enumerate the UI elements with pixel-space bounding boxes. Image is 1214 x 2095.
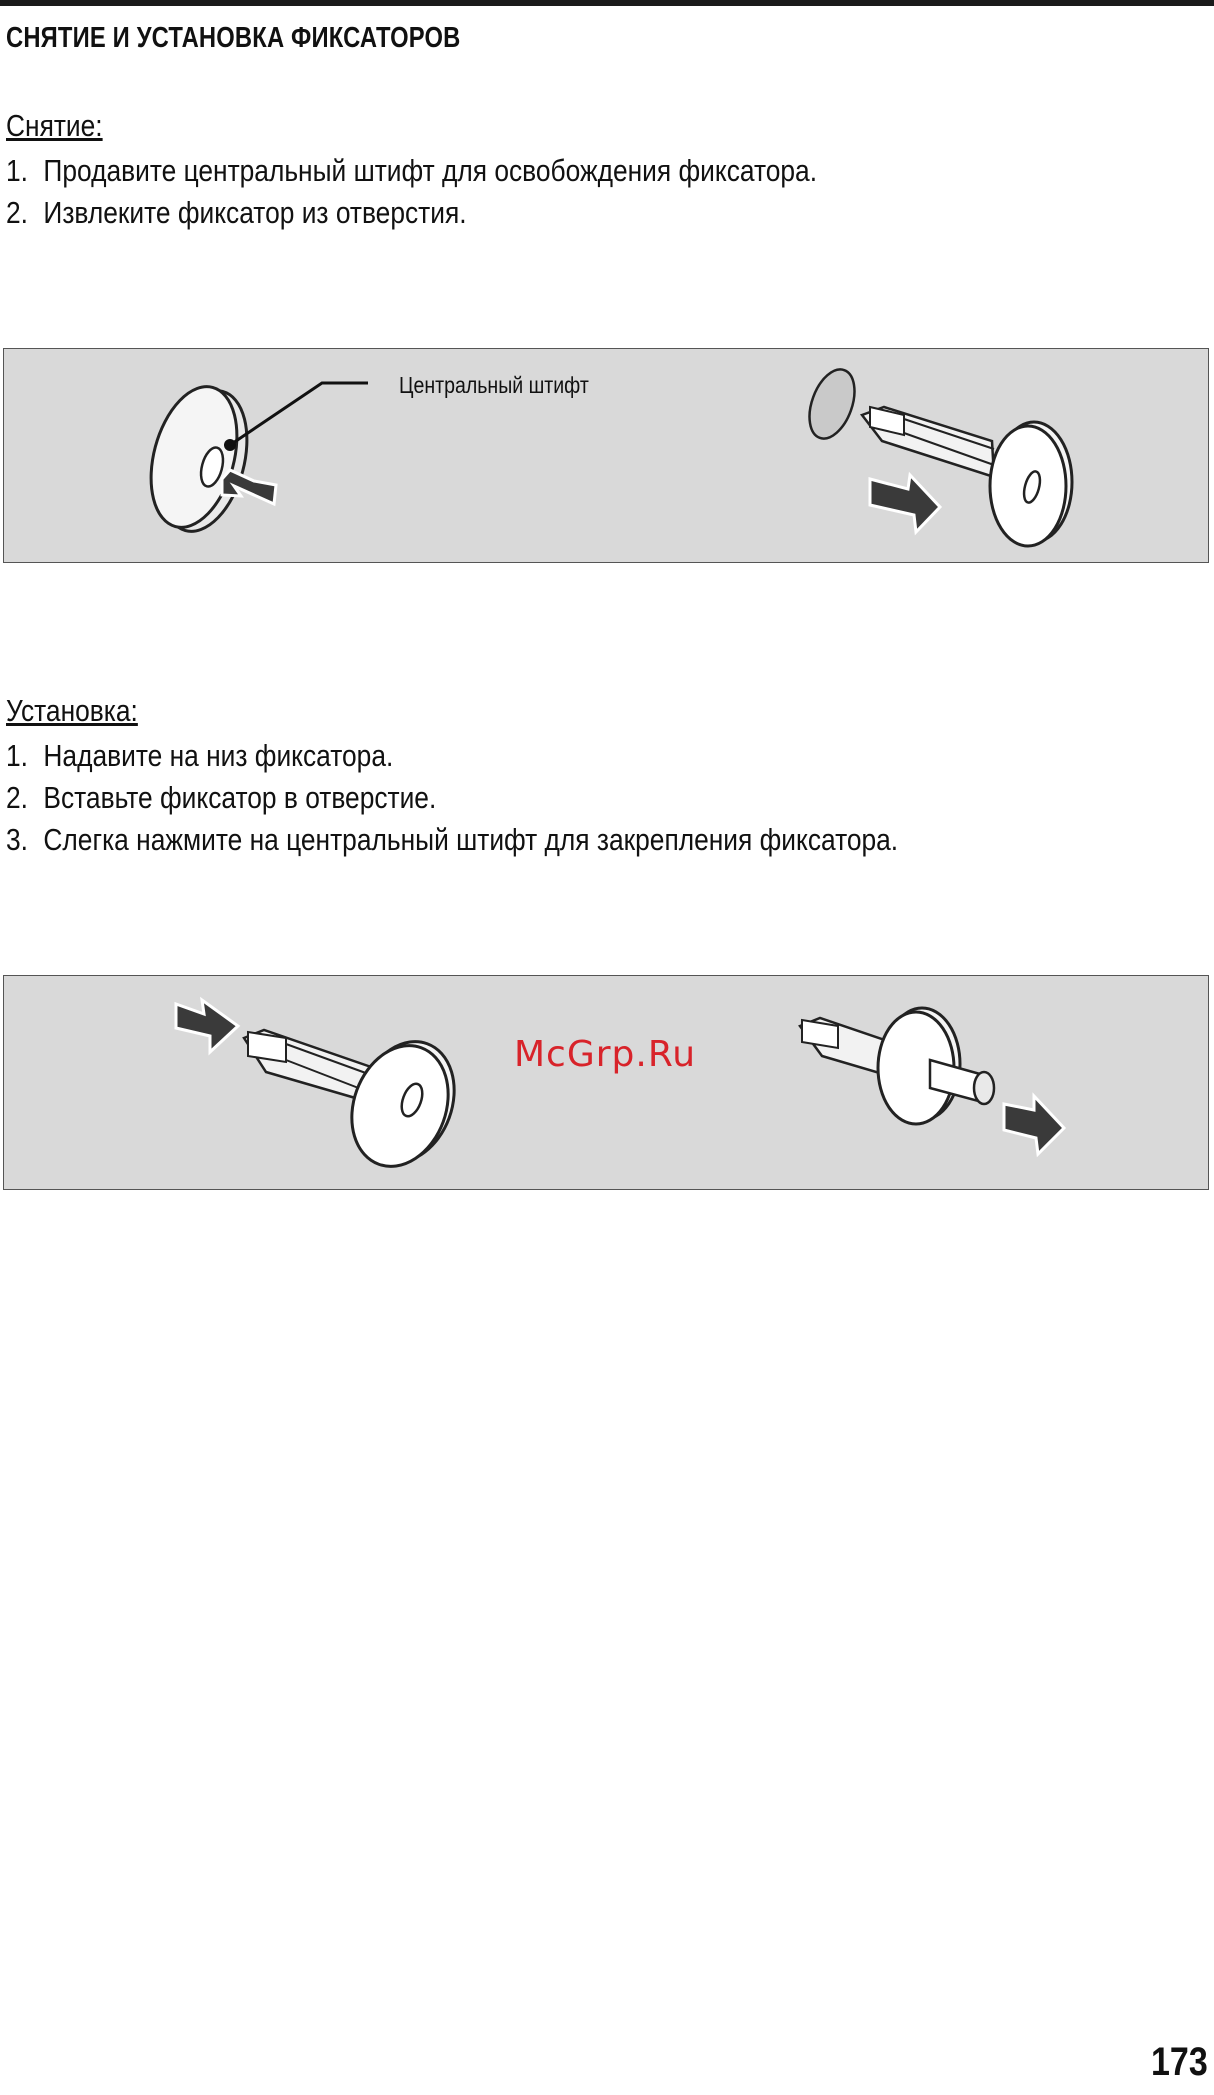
list-item: 2. Вставьте фиксатор в отверстие. [6, 780, 437, 815]
installation-heading: Установка: [6, 693, 138, 728]
list-item: 1. Продавите центральный штифт для освобождения фиксатора. [6, 153, 818, 188]
fastener-lock-illustration [800, 1008, 994, 1124]
page-title: СНЯТИЕ И УСТАНОВКА ФИКСАТОРОВ [6, 22, 461, 54]
list-item: 2. Извлеките фиксатор из отверстия. [6, 195, 467, 230]
push-arrow-icon [176, 1000, 238, 1052]
page-number: 173 [1151, 2040, 1208, 2084]
installation-figure [3, 975, 1209, 1190]
fastener-head-illustration [137, 377, 368, 541]
removal-steps [6, 150, 960, 234]
list-item: 3. Слегка нажмите на центральный штифт для закрепления фиксатора. [6, 822, 899, 857]
installation-illustration [4, 976, 1210, 1191]
watermark: McGrp.Ru [514, 1034, 697, 1075]
removal-heading: Снятие: [6, 108, 103, 143]
pull-arrow-icon [1004, 1096, 1064, 1154]
removal-figure [3, 348, 1209, 563]
callout-label-central-pin: Центральный штифт [399, 372, 589, 398]
removed-fastener-illustration [801, 363, 1072, 546]
installation-steps [6, 735, 1056, 861]
fastener-insert-illustration [244, 1028, 470, 1180]
removal-illustration [4, 349, 1210, 564]
pull-arrow-icon [870, 475, 940, 532]
list-item: 1. Надавите на низ фиксатора. [6, 738, 394, 773]
top-rule [0, 0, 1214, 6]
